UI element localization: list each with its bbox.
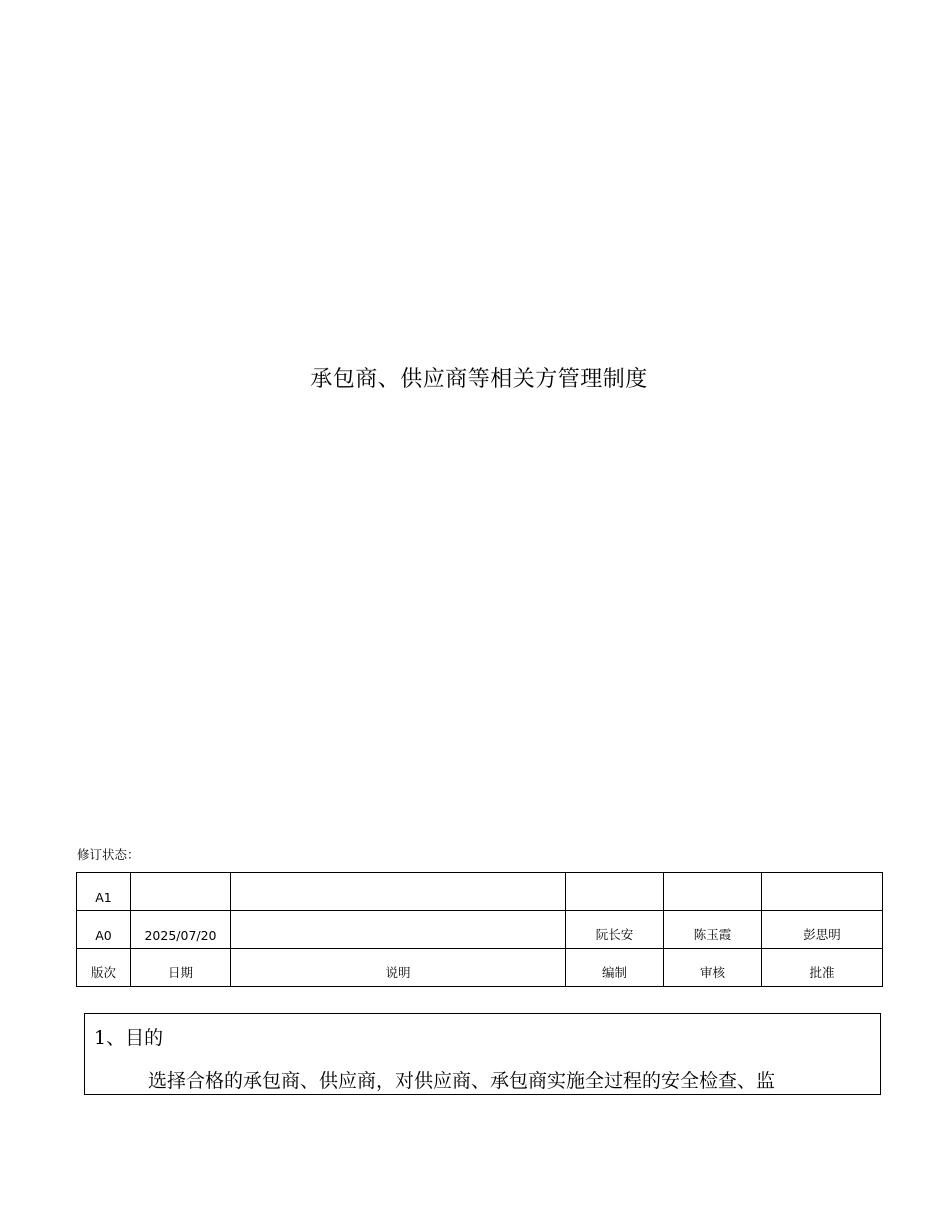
header-compiler: 编制 (566, 949, 664, 987)
reviewer-cell: 陈玉霞 (664, 911, 762, 949)
section-body-text: 选择合格的承包商、供应商，对供应商、承包商实施全过程的安全检查、监 (148, 1070, 776, 1092)
revision-header-row (77, 949, 883, 987)
version-cell: A0 (77, 911, 131, 949)
revision-row-a1 (77, 873, 883, 911)
date-cell (131, 873, 231, 911)
approver-cell (762, 873, 883, 911)
purpose-section (84, 1013, 881, 1095)
header-date: 日期 (131, 949, 231, 987)
description-cell (231, 873, 566, 911)
date-cell: 2025/07/20 (131, 911, 231, 949)
approver-cell: 彭思明 (762, 911, 883, 949)
header-version: 版次 (77, 949, 131, 987)
revision-status-label: 修订状态： (77, 847, 140, 862)
header-description: 说明 (231, 949, 566, 987)
header-reviewer: 审核 (664, 949, 762, 987)
compiler-cell: 阮长安 (566, 911, 664, 949)
revision-row-a0 (77, 911, 883, 949)
document-title: 承包商、供应商等相关方管理制度 (310, 367, 648, 392)
header-approver: 批准 (762, 949, 883, 987)
reviewer-cell (664, 873, 762, 911)
compiler-cell (566, 873, 664, 911)
version-cell: A1 (77, 873, 131, 911)
revision-table (76, 872, 883, 987)
description-cell (231, 911, 566, 949)
section-heading: 1、目的 (94, 1027, 164, 1049)
